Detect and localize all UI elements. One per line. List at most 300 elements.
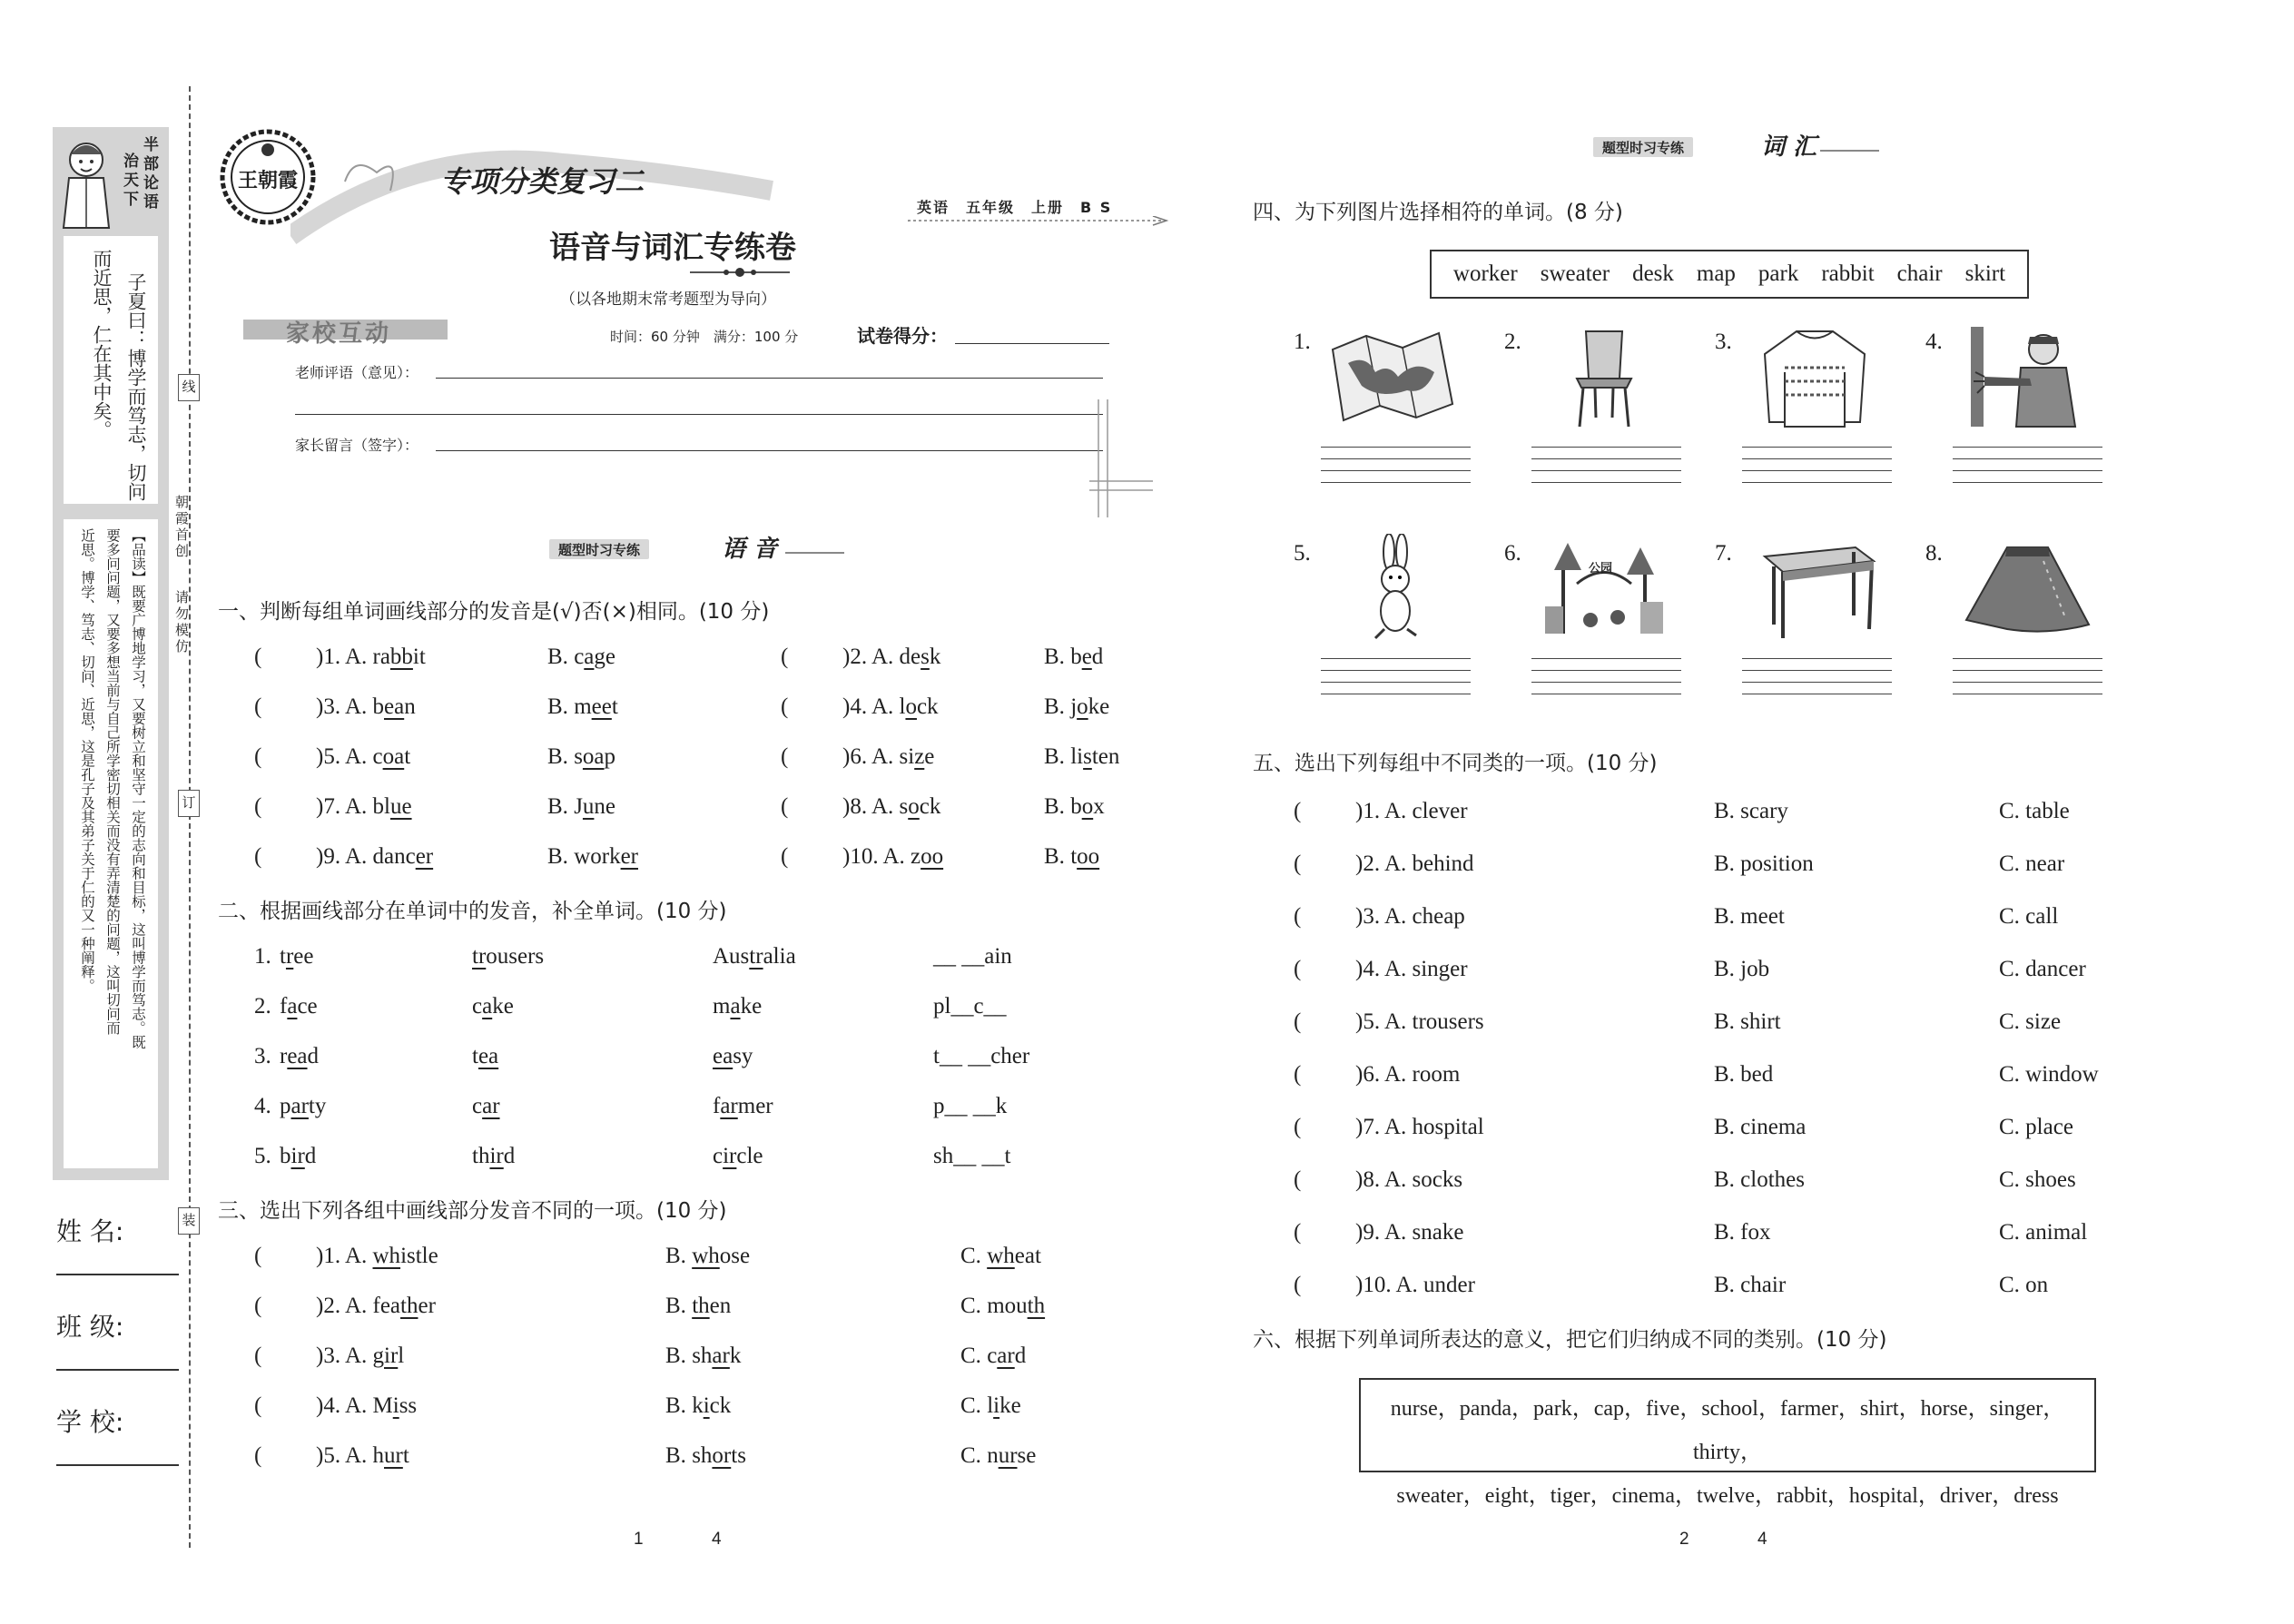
- parent-comment-line[interactable]: [436, 450, 1103, 451]
- option-letter: B.: [547, 844, 575, 869]
- picture-number: 6.: [1504, 541, 1521, 566]
- option-a-word: [373, 645, 426, 669]
- right-page-number: 2: [1679, 1530, 1689, 1549]
- underlined-part: s: [1083, 744, 1092, 769]
- word-part: l: [398, 1343, 405, 1368]
- word-part: er: [418, 1294, 436, 1318]
- answer-paren[interactable]: (: [254, 794, 262, 819]
- underlined-part: a: [584, 645, 595, 669]
- word-part: ousers: [486, 944, 545, 969]
- example-word-inner: [280, 994, 318, 1019]
- option-c: C. on: [1999, 1273, 2049, 1297]
- word-part: s: [574, 744, 583, 769]
- word-bank-box: worker sweater desk map park rabbit chair skirt: [1430, 250, 2029, 299]
- word-part: ss: [399, 1393, 418, 1418]
- example-word-inner: [280, 944, 313, 969]
- option-a-word: [900, 645, 941, 669]
- word-part: it: [412, 645, 426, 669]
- answer-lines[interactable]: [1321, 647, 1471, 694]
- answer-paren[interactable]: (: [1294, 1220, 1302, 1245]
- underlined-part: er: [415, 844, 434, 869]
- section-3-item: [316, 1294, 436, 1319]
- option-b: [1044, 844, 1099, 870]
- answer-paren[interactable]: (: [1294, 799, 1302, 823]
- word-part: d: [304, 1144, 317, 1168]
- section-3-item: [316, 1393, 417, 1419]
- option-b: [665, 1343, 741, 1369]
- answer-paren[interactable]: (: [781, 744, 789, 769]
- word-part: Aus: [713, 944, 750, 969]
- answer-paren[interactable]: (: [254, 744, 262, 769]
- word-part: f: [713, 1094, 721, 1118]
- row-number: 1.: [254, 944, 271, 969]
- word-part: ts: [731, 1443, 746, 1468]
- example-word-inner: [713, 944, 796, 969]
- map-picture-icon: [1325, 322, 1462, 431]
- item-number: )1. A.: [316, 1244, 373, 1268]
- item-number: )4. A.: [842, 694, 900, 719]
- answer-paren[interactable]: (: [254, 1294, 262, 1318]
- word-part: l: [987, 1393, 994, 1418]
- option-c: C. dancer: [1999, 957, 2086, 981]
- answer-paren[interactable]: (: [254, 1244, 262, 1268]
- word-part: b: [280, 1144, 291, 1168]
- underlined-part: oo: [1077, 844, 1100, 869]
- word-part: ose: [719, 1244, 751, 1268]
- word-part: alia: [763, 944, 796, 969]
- class-field[interactable]: [56, 1307, 179, 1343]
- word-part: d: [503, 1144, 516, 1168]
- answer-paren[interactable]: (: [254, 1343, 262, 1368]
- word-part: ck: [709, 1393, 732, 1418]
- example-word-inner: [713, 1044, 753, 1068]
- picture-number: 8.: [1925, 541, 1943, 566]
- option-a: )10. A. under: [1355, 1273, 1475, 1297]
- underlined-part: ea: [384, 694, 405, 719]
- example-word: [713, 1044, 753, 1069]
- option-b: [1044, 744, 1119, 770]
- word-part: ke: [1088, 694, 1110, 719]
- underlined-part: wh: [692, 1244, 720, 1268]
- example-word-inner: [472, 994, 514, 1019]
- park-picture-icon: [1536, 534, 1672, 643]
- word-part: bl: [372, 794, 390, 819]
- picture-number: 1.: [1294, 330, 1311, 354]
- underlined-part: oa: [582, 744, 605, 769]
- cut-line: [189, 86, 191, 1548]
- example-word-inner: [472, 1094, 500, 1118]
- section-1-item: [316, 694, 416, 720]
- word-part: de: [899, 645, 921, 669]
- underlined-part: th: [692, 1294, 710, 1318]
- word-part: ke: [492, 994, 514, 1019]
- school-field[interactable]: [56, 1403, 179, 1439]
- option-a-word: [900, 794, 941, 819]
- example-word: [280, 1094, 326, 1119]
- option-b: B. cinema: [1714, 1115, 1807, 1139]
- word-part: p: [604, 744, 616, 769]
- option-letter: B.: [547, 645, 575, 669]
- underlined-part: oa: [382, 744, 405, 769]
- left-page-total: 4: [712, 1530, 722, 1549]
- option-word: [987, 1294, 1045, 1318]
- answer-paren[interactable]: (: [254, 1443, 262, 1468]
- word-part: m: [713, 994, 731, 1019]
- answer-paren[interactable]: (: [1294, 904, 1302, 929]
- word-part: h: [372, 1443, 384, 1468]
- option-word: [692, 1443, 746, 1468]
- underlined-part: th: [1027, 1294, 1046, 1318]
- option-b: [1044, 645, 1103, 670]
- interaction-label: 家校互动: [286, 320, 392, 348]
- item-number: )4. A.: [316, 1393, 373, 1418]
- option-a-word: [373, 1343, 405, 1368]
- underlined-part: a: [287, 994, 298, 1019]
- section-5-title: 五、选出下列每组中不同类的一项。(10 分): [1253, 752, 1658, 775]
- option-c: C. window: [1999, 1062, 2099, 1087]
- section-1-item: [842, 844, 943, 870]
- underlined-part: tr: [749, 944, 763, 969]
- word-part: t: [1070, 844, 1078, 869]
- section-3-item: [316, 1343, 404, 1369]
- word-part: d: [1091, 645, 1104, 669]
- word-part: b: [1070, 645, 1082, 669]
- underlined-part: ea: [713, 1044, 733, 1068]
- option-word: [692, 1294, 731, 1318]
- option-word: [1070, 645, 1103, 669]
- class-label: 班 级:: [56, 1312, 124, 1342]
- option-letter: B.: [665, 1343, 693, 1368]
- answer-lines[interactable]: [1742, 647, 1892, 694]
- answer-paren[interactable]: (: [254, 645, 262, 669]
- option-b: [1044, 694, 1109, 720]
- word-part: ge: [594, 645, 616, 669]
- option-b: [547, 794, 615, 820]
- option-word: [692, 1244, 750, 1268]
- underlined-part: ar: [290, 1094, 309, 1118]
- option-letter: B.: [547, 794, 575, 819]
- answer-paren[interactable]: (: [1294, 957, 1302, 981]
- word-part: k: [692, 1393, 704, 1418]
- underlined-part: a: [730, 994, 741, 1019]
- item-number: )6. A.: [842, 744, 900, 769]
- answer-lines[interactable]: [1953, 647, 2102, 694]
- section-1-item: [316, 844, 433, 870]
- underlined-part: ir: [290, 1144, 305, 1168]
- quote-column-1: 子夏曰：博学而笃志，切问: [125, 272, 147, 501]
- answer-lines[interactable]: [1531, 436, 1681, 483]
- option-a-word: [373, 1443, 409, 1468]
- word-part: n: [987, 1443, 999, 1468]
- fill-in-blank[interactable]: __ __ain: [933, 944, 1012, 969]
- underlined-part: a: [482, 994, 493, 1019]
- option-word: [1070, 844, 1099, 869]
- option-letter: C.: [960, 1443, 988, 1468]
- row-number: 3.: [254, 1044, 271, 1068]
- confucius-cartoon-icon: [58, 133, 114, 232]
- option-word: [987, 1393, 1021, 1418]
- example-word: [280, 994, 318, 1019]
- answer-paren[interactable]: (: [1294, 1167, 1302, 1192]
- section-4-title: 四、为下列图片选择相符的单词。(8 分): [1253, 201, 1623, 224]
- subtitle: （以各地期末常考题型为导向）: [560, 290, 776, 309]
- option-b: [665, 1393, 731, 1419]
- header-corner-lines-icon: [1089, 399, 1153, 517]
- answer-paren[interactable]: (: [781, 794, 789, 819]
- cut-mark-1: 线: [178, 374, 200, 401]
- option-b: [547, 844, 638, 870]
- underlined-part: tr: [472, 944, 487, 969]
- section-3-title: 三、选出下列各组中画线部分发音不同的一项。(10 分): [218, 1199, 727, 1223]
- answer-paren[interactable]: (: [1294, 851, 1302, 876]
- option-b: [1044, 794, 1105, 820]
- school-label: 学 校:: [56, 1407, 124, 1437]
- underlined-part: u: [582, 794, 595, 819]
- item-number: )2. A.: [842, 645, 900, 669]
- example-word: [472, 1044, 498, 1069]
- option-letter: C.: [960, 1294, 988, 1318]
- option-letter: B.: [665, 1393, 693, 1418]
- option-c: C. animal: [1999, 1220, 2088, 1245]
- word-part: c: [472, 994, 483, 1019]
- word-part: t: [472, 1044, 478, 1068]
- option-c: [960, 1294, 1045, 1319]
- answer-paren[interactable]: (: [254, 1393, 262, 1418]
- commentary-column-1: 【品读】既要广博地学习，又要树立和坚守一定的志向和目标，这叫博学而笃志。既: [130, 528, 146, 1049]
- underlined-part: wh: [987, 1244, 1015, 1268]
- word-part: work: [574, 844, 621, 869]
- section-1-item: [842, 744, 934, 770]
- word-part: c: [372, 744, 383, 769]
- underlined-part: i: [993, 1393, 1000, 1418]
- option-c: C. call: [1999, 904, 2059, 929]
- word-part: d: [307, 1044, 320, 1068]
- option-letter: B.: [1044, 744, 1071, 769]
- example-word: [472, 944, 544, 969]
- parent-comment-label: 家长留言（签字）：: [295, 437, 419, 454]
- example-word-inner: [280, 1044, 319, 1068]
- word-part: J: [574, 794, 583, 819]
- word-part: d: [1014, 1343, 1027, 1368]
- cut-mark-2: 订: [178, 790, 200, 817]
- underlined-part: ir: [723, 1144, 737, 1168]
- item-number: )3. A.: [316, 694, 373, 719]
- word-part: c: [472, 1094, 483, 1118]
- section-6-title: 六、根据下列单词所表达的意义，把它们归纳成不同的类别。(10 分): [1253, 1328, 1887, 1352]
- underlined-part: er: [620, 844, 638, 869]
- option-c: C. place: [1999, 1115, 2073, 1139]
- fill-in-blank[interactable]: pl__c__: [933, 994, 1007, 1019]
- answer-paren[interactable]: (: [1294, 1273, 1302, 1297]
- underlined-part: o: [1081, 794, 1094, 819]
- option-a-word: [373, 1294, 436, 1318]
- skirt-picture-icon: [1957, 534, 2093, 643]
- word-part: ee: [293, 944, 314, 969]
- title-dots-icon: [690, 266, 790, 279]
- answer-lines[interactable]: [1953, 436, 2102, 483]
- answer-lines[interactable]: [1742, 436, 1892, 483]
- answer-paren[interactable]: (: [781, 844, 789, 869]
- option-b: [547, 645, 615, 670]
- word-part: m: [574, 694, 592, 719]
- underlined-part: i: [392, 1393, 399, 1418]
- option-word: [987, 1343, 1026, 1368]
- option-letter: B.: [547, 694, 575, 719]
- option-b: B. scary: [1714, 799, 1788, 823]
- word-part: danc: [372, 844, 416, 869]
- example-word-inner: [713, 1144, 763, 1168]
- rabbit-picture-icon: [1325, 534, 1462, 643]
- example-word: [280, 1044, 319, 1069]
- main-title: 语音与词汇专练卷: [549, 230, 796, 266]
- option-b: B. clothes: [1714, 1167, 1805, 1192]
- fill-in-blank[interactable]: t__ __cher: [933, 1044, 1030, 1068]
- option-b: [665, 1294, 731, 1319]
- word-part: e: [924, 744, 935, 769]
- option-a-word: [900, 694, 939, 719]
- vocab-pill: 题型时习专练: [1593, 137, 1693, 157]
- option-a-word: [373, 1393, 418, 1418]
- underlined-part: th: [400, 1294, 418, 1318]
- option-b: [547, 694, 618, 720]
- answer-paren[interactable]: (: [254, 844, 262, 869]
- item-number: )9. A.: [316, 844, 373, 869]
- fill-in-blank[interactable]: sh__ __t: [933, 1144, 1011, 1168]
- fill-in-blank[interactable]: p__ __k: [933, 1094, 1008, 1118]
- option-word: [987, 1443, 1036, 1468]
- option-a-word: [373, 744, 411, 769]
- answer-paren[interactable]: (: [254, 694, 262, 719]
- word-part: ck: [919, 794, 941, 819]
- option-letter: B.: [1044, 645, 1071, 669]
- underlined-part: or: [712, 1443, 732, 1468]
- word-part: ce: [297, 994, 318, 1019]
- option-b: B. bed: [1714, 1062, 1774, 1087]
- word-part: cle: [736, 1144, 763, 1168]
- word-part: k: [729, 1343, 742, 1368]
- section-3-item: [316, 1443, 409, 1469]
- option-word: [574, 694, 618, 719]
- underlined-part: e: [1081, 645, 1092, 669]
- left-page-number: 1: [634, 1530, 644, 1549]
- name-field[interactable]: [56, 1212, 179, 1248]
- section-6-line-2: sweater，eight，tiger，cinema，twelve，rabbit，hospital，driver，dress: [1396, 1484, 2059, 1508]
- option-c: [960, 1244, 1041, 1269]
- underlined-part: oo: [921, 844, 944, 869]
- option-b: B. shirt: [1714, 1009, 1781, 1034]
- word-part: eat: [1014, 1244, 1041, 1268]
- row-number: 2.: [254, 994, 271, 1019]
- brand-vertical-1: 半部论语: [140, 136, 158, 212]
- word-part: j: [1070, 694, 1078, 719]
- option-b: B. fox: [1714, 1220, 1771, 1245]
- score-input[interactable]: [955, 343, 1109, 344]
- answer-paren[interactable]: (: [781, 645, 789, 669]
- option-word: [1070, 694, 1109, 719]
- option-letter: C.: [960, 1244, 988, 1268]
- option-c: C. near: [1999, 851, 2065, 876]
- word-part: t: [280, 944, 286, 969]
- option-word: [692, 1393, 731, 1418]
- option-c: [960, 1443, 1036, 1469]
- item-number: )2. A.: [316, 1294, 373, 1318]
- word-part: b: [1070, 794, 1082, 819]
- word-part: mou: [987, 1294, 1028, 1318]
- example-word-inner: [472, 1044, 498, 1068]
- teacher-comment-line-1[interactable]: [436, 378, 1103, 379]
- underlined-part: ar: [482, 1094, 500, 1118]
- underlined-part: ea: [287, 1044, 308, 1068]
- answer-paren[interactable]: (: [1294, 1009, 1302, 1034]
- quote-column-2: 而近思，仁在其中矣。: [91, 249, 113, 439]
- picture-number: 5.: [1294, 541, 1311, 566]
- word-part: c: [574, 645, 585, 669]
- item-number: )10. A.: [842, 844, 911, 869]
- section-6-line-1: nurse，panda，park，cap，five，school，farmer，shirt，horse，singer，thirty，: [1390, 1397, 2065, 1464]
- answer-paren[interactable]: (: [1294, 1115, 1302, 1139]
- option-b: [665, 1443, 746, 1469]
- option-a: )4. A. singer: [1355, 957, 1468, 981]
- option-a: )7. A. hospital: [1355, 1115, 1484, 1139]
- word-part: x: [1093, 794, 1105, 819]
- answer-lines[interactable]: [1531, 647, 1681, 694]
- section-1-item: [842, 645, 940, 670]
- item-number: )3. A.: [316, 1343, 373, 1368]
- option-a-word: [373, 794, 412, 819]
- option-a: )5. A. trousers: [1355, 1009, 1484, 1034]
- example-word: [280, 944, 313, 969]
- section-1-item: [316, 744, 410, 770]
- word-part: ty: [308, 1094, 327, 1118]
- teacher-comment-line-2[interactable]: [295, 414, 1103, 415]
- vocab-title: 词 汇: [1761, 133, 1817, 161]
- word-part: th: [472, 1144, 490, 1168]
- section-1-title: 一、判断每组单词画线部分的发音是(√)否(×)相同。(10 分): [218, 600, 770, 624]
- option-b: B. chair: [1714, 1273, 1787, 1297]
- option-a: )3. A. cheap: [1355, 904, 1465, 929]
- option-word: [1070, 744, 1119, 769]
- meta-tags: 英语 五年级 上册 B S: [917, 199, 1113, 216]
- side-text-2: 请勿模仿: [173, 590, 190, 655]
- answer-paren[interactable]: (: [781, 694, 789, 719]
- item-number: )8. A.: [842, 794, 900, 819]
- commentary-column-2: 要多问问题，又要多想当前与自己所学密切相关而没有弄清楚的问题，这叫切问而: [104, 528, 121, 1035]
- example-word: [280, 1144, 316, 1169]
- phonics-pill: 题型时习专练: [549, 539, 649, 559]
- picture-number: 7.: [1715, 541, 1732, 566]
- word-part: s: [899, 794, 909, 819]
- example-word: [713, 994, 762, 1019]
- time-info: 时间：60 分钟 满分：100 分: [610, 329, 799, 345]
- option-a: )8. A. socks: [1355, 1167, 1463, 1192]
- teacher-comment-label: 老师评语（意见）：: [295, 364, 419, 381]
- item-number: )7. A.: [316, 794, 373, 819]
- item-number: )5. A.: [316, 1443, 373, 1468]
- option-word: [574, 645, 615, 669]
- section-2-title: 二、根据画线部分在单词中的发音，补全单词。(10 分): [218, 900, 727, 923]
- underlined-part: r: [285, 944, 294, 969]
- answer-lines[interactable]: [1321, 436, 1471, 483]
- option-c: [960, 1343, 1026, 1369]
- item-number: )5. A.: [316, 744, 373, 769]
- word-part: en: [709, 1294, 732, 1318]
- row-number: 5.: [254, 1144, 271, 1168]
- section-6-word-box: [1359, 1378, 2096, 1508]
- option-a: )9. A. snake: [1355, 1220, 1464, 1245]
- answer-paren[interactable]: (: [1294, 1062, 1302, 1087]
- word-part: ke: [740, 994, 763, 1019]
- option-word: [574, 744, 615, 769]
